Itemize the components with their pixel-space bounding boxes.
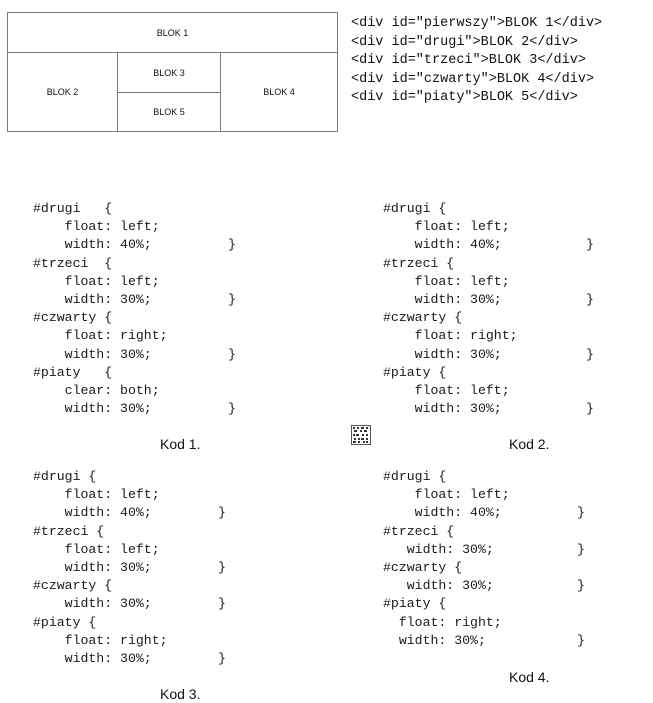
blok-4 [220, 52, 338, 132]
code-line-brace: } [577, 541, 585, 557]
code-line-text: width: 30%; [383, 541, 494, 557]
html-code-line: <div id="drugi">BLOK 2</div> [351, 34, 578, 50]
code-line [33, 577, 168, 595]
code-line [33, 309, 168, 327]
code-line [383, 218, 518, 236]
code-line-brace: } [577, 578, 585, 594]
code-line-text: float: left; [383, 273, 510, 289]
code-line-brace: } [218, 650, 226, 666]
code-line-brace: } [228, 346, 236, 362]
code-line [383, 577, 585, 595]
html-code-line: <div id="piaty">BLOK 5</div> [351, 90, 578, 105]
code-line-text: width: 30%; [33, 346, 152, 362]
code-sample-3 [33, 468, 226, 668]
code-line-text: #czwarty { [383, 559, 463, 575]
code-line-text: #trzeci { [383, 523, 455, 539]
code-line-text: width: 30%; [33, 291, 152, 307]
code-line-text: width: 30%; [383, 401, 502, 417]
code-line [33, 327, 168, 345]
code-line [383, 327, 518, 345]
html-code-line: <div id="trzeci">BLOK 3</div> [351, 53, 586, 68]
code-line-text: clear: both; [33, 382, 160, 398]
code-line-text: float: left; [33, 273, 160, 289]
blok-5 [117, 92, 221, 132]
code-line [33, 218, 168, 236]
code-line-text: float: right; [33, 632, 168, 648]
code-line-text: float: left; [383, 382, 510, 398]
code-line-text: width: 30%; [383, 291, 502, 307]
blok-2 [7, 52, 118, 132]
code-line [33, 559, 226, 577]
code-line-brace: } [218, 596, 226, 612]
code-line [33, 291, 236, 309]
code-line [383, 468, 510, 486]
code-line [383, 486, 510, 504]
html-code-line: <div id="czwarty">BLOK 4</div> [351, 71, 595, 87]
code-line [383, 541, 585, 559]
code-line [33, 486, 168, 504]
code-line-text: width: 30%; [33, 596, 152, 612]
html-code-line: <div id="pierwszy">BLOK 1</div> [351, 16, 603, 31]
blok-3 [117, 52, 221, 93]
code-line-text: width: 30%; [33, 401, 152, 417]
code-line-text: #trzeci { [383, 255, 455, 271]
code-sample-2 [383, 200, 594, 418]
code-line-text: #piaty { [383, 596, 447, 612]
code-line [33, 236, 236, 254]
code-line [33, 632, 168, 650]
code-line [33, 595, 226, 613]
code-line [33, 541, 168, 559]
code-line [383, 504, 585, 522]
code-line [383, 273, 518, 291]
blok-1 [7, 12, 338, 53]
code-line [33, 400, 236, 418]
code-line-brace: } [218, 559, 226, 575]
code-line-brace: } [228, 291, 236, 307]
code-line-brace: } [586, 291, 594, 307]
code-line [33, 200, 168, 218]
code-line-brace: } [577, 632, 585, 648]
code-line [383, 309, 518, 327]
code-line [383, 559, 510, 577]
code-sample-4 [383, 468, 585, 650]
code-line-text: #drugi { [33, 469, 97, 484]
code-line [383, 523, 510, 541]
code-line-text: #drugi { [383, 469, 447, 484]
code-line [383, 364, 518, 382]
code-caption-4: Kod 4. [509, 669, 550, 685]
code-line-text: #trzeci { [33, 523, 105, 539]
code-line [383, 200, 518, 218]
code-line [33, 468, 168, 486]
code-line-text: float: right; [383, 614, 502, 630]
code-line [383, 382, 518, 400]
code-sample-1 [33, 200, 236, 418]
code-caption-3: Kod 3. [160, 686, 201, 702]
code-caption-1: Kod 1. [160, 436, 201, 452]
blok-3-label: BLOK 3 [153, 67, 185, 78]
code-line-text: width: 30%; [383, 346, 502, 362]
code-line [33, 364, 168, 382]
ezinfo-mark-icon [351, 425, 371, 445]
code-line-brace: } [586, 346, 594, 362]
code-line-brace: } [586, 237, 594, 253]
code-line-brace: } [228, 401, 236, 417]
code-line-text: #drugi { [383, 201, 447, 216]
code-line-text: float: right; [383, 328, 518, 344]
code-line-text: width: 40%; [383, 505, 502, 521]
code-line [33, 382, 168, 400]
code-line-text: #trzeci { [33, 255, 113, 271]
html-code-snippet [351, 15, 602, 108]
blok-1-label: BLOK 1 [156, 27, 189, 38]
code-line-text: float: left; [33, 541, 160, 557]
code-line [383, 595, 510, 613]
code-line-brace: } [586, 401, 594, 417]
code-line-text: width: 30%; [383, 578, 494, 594]
code-line-text: float: left; [33, 487, 160, 503]
code-line-text: #czwarty { [33, 578, 113, 594]
code-line-text: width: 30%; [33, 650, 152, 666]
code-line-text: width: 40%; [33, 505, 152, 521]
code-line-text: float: left; [383, 219, 510, 235]
code-line-text: float: left; [383, 487, 510, 503]
code-line [33, 650, 226, 668]
code-line [33, 255, 168, 273]
code-line [383, 255, 518, 273]
code-line [383, 632, 585, 650]
code-line-brace: } [577, 505, 585, 521]
code-line [33, 614, 168, 632]
blok-2-label: BLOK 2 [46, 87, 79, 97]
code-line-text: #czwarty { [383, 310, 463, 326]
code-line-text: width: 30%; [383, 632, 486, 648]
code-line [383, 346, 594, 364]
code-line-text: #piaty { [383, 364, 447, 380]
code-line-text: float: left; [33, 219, 160, 235]
code-line [33, 523, 168, 541]
code-line-text: #piaty { [33, 364, 113, 380]
code-line-text: #piaty { [33, 614, 97, 630]
code-caption-2: Kod 2. [509, 436, 550, 452]
blok-5-label: BLOK 5 [153, 107, 185, 117]
code-line [33, 504, 226, 522]
code-line [383, 614, 510, 632]
code-line-text: #czwarty { [33, 310, 113, 326]
code-line [383, 236, 594, 254]
code-line-text: float: right; [33, 328, 168, 344]
code-line [33, 273, 168, 291]
code-line [33, 346, 236, 364]
code-line-text: width: 40%; [33, 237, 152, 253]
code-line-text: #drugi { [33, 201, 113, 216]
code-line [383, 291, 594, 309]
code-line-brace: } [228, 237, 236, 253]
code-line-brace: } [218, 505, 226, 521]
blok-4-label: BLOK 4 [263, 87, 295, 97]
code-line-text: width: 40%; [383, 237, 502, 253]
code-line-text: width: 30%; [33, 559, 152, 575]
code-line [383, 400, 594, 418]
